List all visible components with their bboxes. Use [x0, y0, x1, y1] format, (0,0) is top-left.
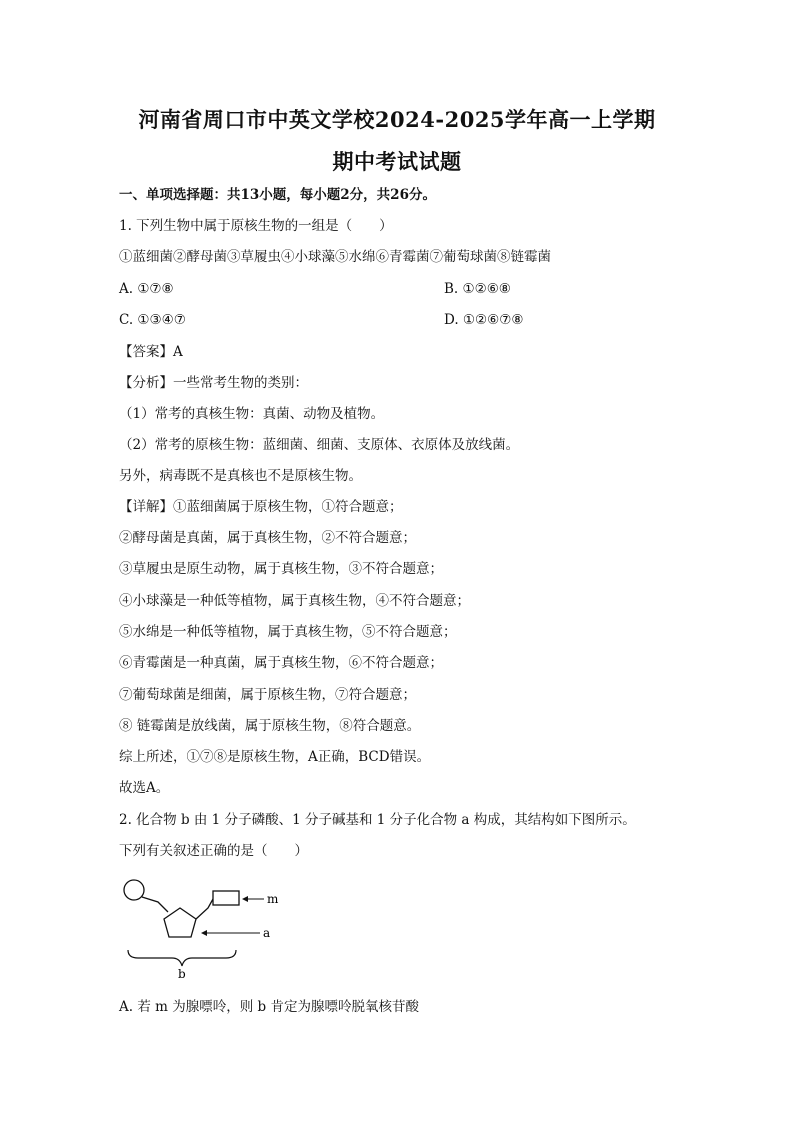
brace-b — [128, 950, 236, 966]
q1-analysis-line: 另外，病毒既不是真核也不是原核生物。 — [119, 468, 362, 484]
q1-detail-line: 综上所述，①⑦⑧是原核生物，A正确，BCD错误。 — [119, 749, 431, 765]
label-a: a — [263, 926, 271, 940]
q2-stem-line2: 下列有关叙述正确的是（ ） — [119, 843, 308, 859]
label-m: m — [267, 892, 279, 906]
q2-stem-line1: 2. 化合物 b 由 1 分子磷酸、1 分子碱基和 1 分子化合物 a 构成，其结构如下图所示。 — [119, 812, 636, 828]
q1-detail-line: ⑥青霉菌是一种真菌，属于真核生物，⑥不符合题意； — [119, 655, 443, 671]
document-title-line1: 河南省周口市中英文学校2024-2025学年高一上学期 — [138, 107, 656, 132]
nucleotide-structure-diagram — [118, 872, 288, 982]
q1-detail-line: ④小球藻是一种低等植物，属于真核生物，④不符合题意； — [119, 593, 470, 609]
q1-option-a: A. ①⑦⑧ — [119, 281, 174, 297]
pentose-sugar-pentagon — [164, 908, 196, 937]
arrow-a-head — [201, 930, 207, 936]
document-title-line2: 期中考试试题 — [332, 149, 462, 174]
q1-stem: 1. 下列生物中属于原核生物的一组是（ ） — [119, 218, 393, 234]
base-rectangle — [213, 891, 239, 905]
q1-detail-line: ②酵母菌是真菌，属于真核生物，②不符合题意； — [119, 530, 416, 546]
q1-items: ①蓝细菌②酵母菌③草履虫④小球藻⑤水绵⑥青霉菌⑦葡萄球菌⑧链霉菌 — [119, 249, 551, 265]
q1-option-c: C. ①③④⑦ — [119, 312, 186, 328]
q1-detail-line: ③草履虫是原生动物，属于真核生物，③不符合题意； — [119, 561, 443, 577]
q1-option-b: B. ①②⑥⑧ — [444, 281, 511, 297]
q1-detail-line: ⑦葡萄球菌是细菌，属于原核生物，⑦符合题意； — [119, 687, 416, 703]
q1-analysis-line: 【分析】一些常考生物的类别： — [119, 375, 308, 391]
q1-detail-line: 【详解】①蓝细菌属于原核生物，①符合题意； — [119, 499, 403, 515]
phosphate-bond — [142, 897, 168, 912]
q2-option-a: A. 若 m 为腺嘌呤，则 b 肯定为腺嘌呤脱氧核苷酸 — [119, 999, 419, 1015]
q1-detail-line: ⑧ 链霉菌是放线菌，属于原核生物，⑧符合题意。 — [119, 718, 421, 734]
q1-detail-line: ⑤水绵是一种低等植物，属于真核生物，⑤不符合题意； — [119, 624, 457, 640]
base-bond — [196, 899, 213, 919]
section-heading: 一、单项选择题：共13小题，每小题2分，共26分。 — [119, 187, 436, 203]
q1-analysis-line: （2）常考的原核生物：蓝细菌、细菌、支原体、衣原体及放线菌。 — [119, 437, 520, 453]
phosphate-circle — [124, 880, 144, 900]
q1-analysis-line: （1）常考的真核生物：真菌、动物及植物。 — [119, 406, 385, 422]
arrow-m-head — [242, 896, 248, 902]
label-b: b — [178, 967, 186, 981]
q1-detail-line: 故选A。 — [119, 780, 170, 796]
q1-answer: 【答案】A — [119, 344, 183, 360]
q1-option-d: D. ①②⑥⑦⑧ — [444, 312, 524, 328]
